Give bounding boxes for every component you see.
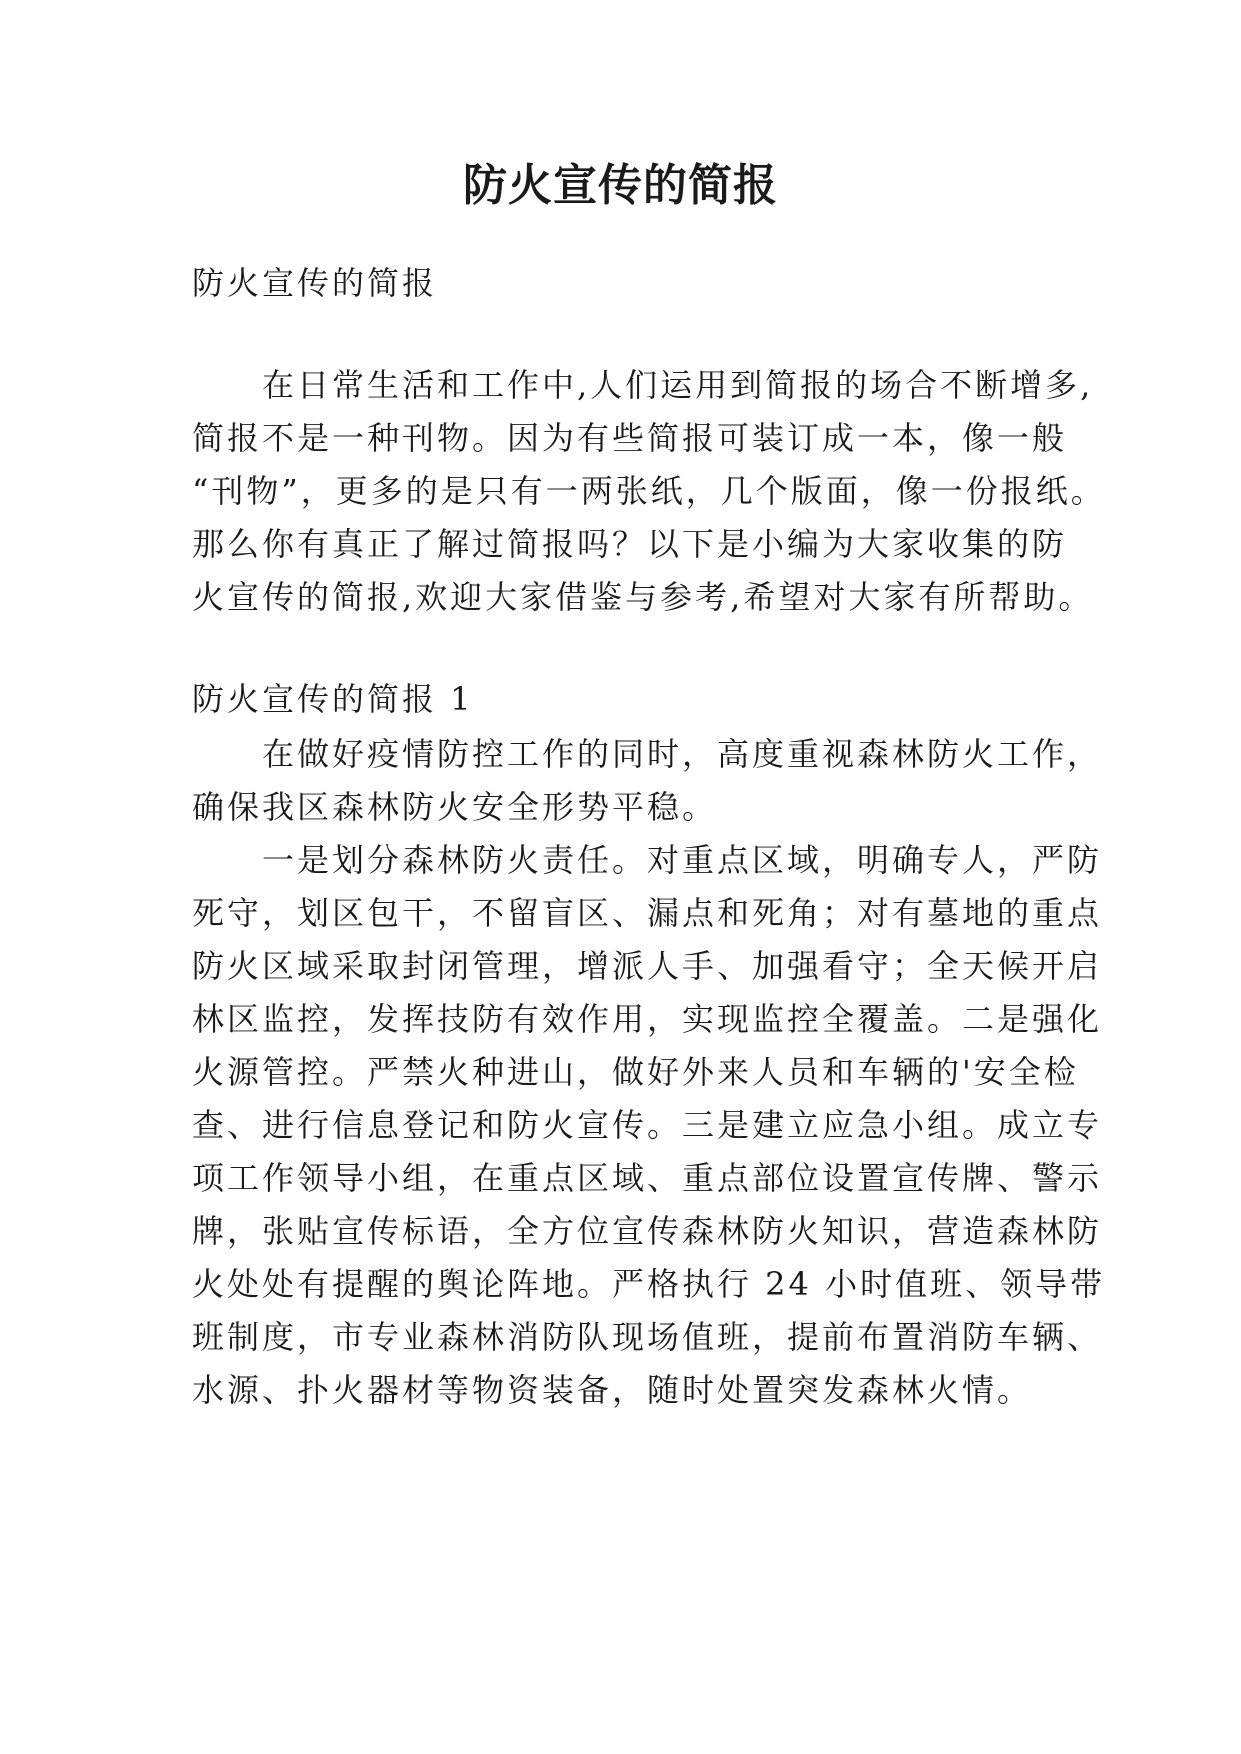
section-line: 防火区域采取封闭管理，增派人手、加强看守；全天候开启 bbox=[192, 947, 1103, 985]
section-line: 火处处有提醒的舆论阵地。严格执行 24 小时值班、领导带 bbox=[192, 1265, 1106, 1303]
section-line: 班制度，市专业森林消防队现场值班，提前布置消防车辆、 bbox=[192, 1318, 1103, 1356]
section-line: 林区监控，发挥技防有效作用，实现监控全覆盖。二是强化 bbox=[192, 1000, 1103, 1038]
intro-line: 那么你有真正了解过简报吗？以下是小编为大家收集的防 bbox=[192, 525, 1068, 563]
document-title: 防火宣传的简报 bbox=[463, 160, 778, 211]
section-line: 火源管控。严禁火种进山，做好外来人员和车辆的'安全检 bbox=[192, 1053, 1079, 1091]
section-heading: 防火宣传的简报 1 bbox=[192, 680, 474, 718]
intro-line: 在日常生活和工作中,人们运用到简报的场合不断增多, bbox=[192, 366, 1094, 404]
intro-line: 简报不是一种刊物。因为有些简报可装订成一本，像一般 bbox=[192, 419, 1068, 457]
section-line: 牌，张贴宣传标语，全方位宣传森林防火知识，营造森林防 bbox=[192, 1212, 1103, 1250]
intro-line: 火宣传的简报,欢迎大家借鉴与参考,希望对大家有所帮助。 bbox=[192, 578, 1094, 616]
section-line: 一是划分森林防火责任。对重点区域，明确专人，严防 bbox=[192, 841, 1103, 879]
intro-line: “刊物”，更多的是只有一两张纸，几个版面，像一份报纸。 bbox=[192, 472, 1106, 510]
section-line: 查、进行信息登记和防火宣传。三是建立应急小组。成立专 bbox=[192, 1106, 1103, 1144]
section-line: 死守，划区包干，不留盲区、漏点和死角；对有墓地的重点 bbox=[192, 894, 1103, 932]
section-line: 项工作领导小组，在重点区域、重点部位设置宣传牌、警示 bbox=[192, 1159, 1103, 1197]
document-subtitle: 防火宣传的简报 bbox=[192, 264, 438, 302]
section-line: 确保我区森林防火安全形势平稳。 bbox=[192, 788, 718, 826]
section-line: 水源、扑火器材等物资装备，随时处置突发森林火情。 bbox=[192, 1371, 1033, 1409]
section-line: 在做好疫情防控工作的同时，高度重视森林防火工作， bbox=[192, 735, 1103, 773]
